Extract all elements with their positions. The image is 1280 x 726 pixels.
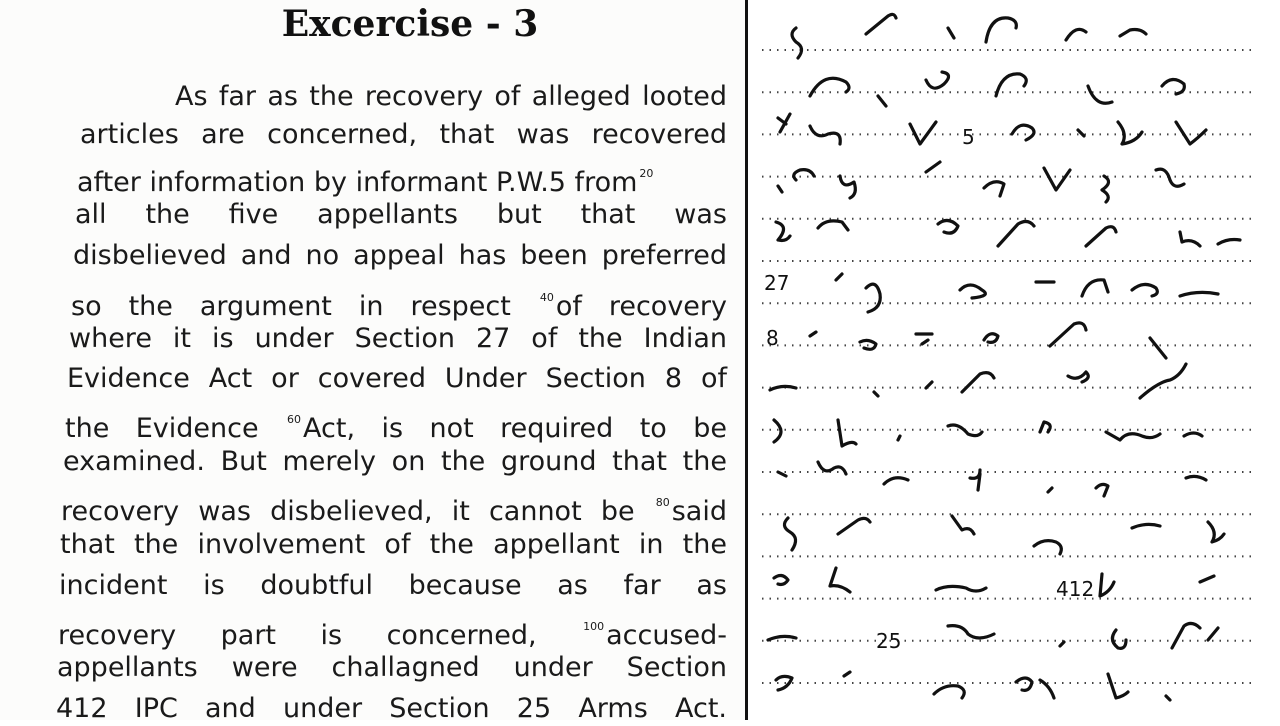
passage-text: the Evidence: [65, 413, 259, 444]
passage-text: incident is doubtful because as far as: [59, 570, 727, 601]
passage-text: appellants were challagned under Section: [57, 652, 727, 683]
passage-line: [67, 362, 727, 396]
passage-text: accused-: [606, 620, 727, 651]
passage-text: where it is under Section 27 of the Indian: [69, 323, 727, 354]
passage-text: after information by informant P.W.5 from: [77, 167, 638, 198]
passage-text: so the argument in respect: [71, 291, 511, 322]
passage-line: [57, 651, 727, 685]
passage-line: [75, 198, 727, 232]
word-count-marker: 20: [639, 167, 654, 180]
shorthand-outlines: [748, 0, 1280, 720]
passage-line: [71, 281, 727, 324]
passage-text: said: [671, 496, 727, 527]
passage-line: [77, 157, 655, 200]
word-count-marker: 100: [583, 620, 605, 633]
number-8: 8: [766, 326, 779, 350]
passage-text: articles are concerned, that was recovered: [80, 119, 727, 150]
number-25: 25: [876, 629, 902, 653]
word-count-marker: 40: [539, 291, 554, 304]
shorthand-numbers: [764, 125, 1094, 653]
passage-text: all the five appellants but that was: [75, 199, 727, 230]
passage-line: [73, 239, 727, 273]
passage-line: [61, 486, 727, 529]
word-count-marker: 80: [655, 496, 670, 509]
passage-line: [63, 445, 727, 479]
passage-text: that the involvement of the appellant in the: [60, 529, 727, 560]
passage-text: recovery part is concerned,: [58, 620, 537, 651]
word-count-marker: 60: [287, 413, 302, 426]
dotted-ruled-lines: [762, 50, 1256, 683]
passage-line: [65, 403, 727, 446]
passage-text: of recovery: [555, 291, 727, 322]
passage-line: [80, 118, 727, 152]
passage-text: disbelieved and no appeal has been preferred: [73, 240, 727, 271]
passage-text: recovery was disbelieved, it cannot be: [61, 496, 635, 527]
passage-line: [56, 692, 727, 726]
passage-text: Act, is not required to be: [303, 413, 727, 444]
passage-line: [175, 80, 727, 114]
passage-line: [58, 610, 727, 653]
passage-text: 412 IPC and under Section 25 Arms Act.: [56, 693, 727, 724]
page-title: Excercise - 3: [281, 3, 539, 45]
number-5: 5: [962, 125, 975, 149]
shorthand-page: [748, 0, 1280, 720]
number-412: 412: [1056, 577, 1095, 601]
number-27: 27: [764, 271, 790, 295]
passage-line: [60, 528, 727, 562]
passage-text: Evidence Act or covered Under Section 8 of: [67, 363, 727, 394]
passage-line: [59, 569, 727, 603]
passage-text: examined. But merely on the ground that the: [63, 446, 727, 477]
handwritten-shorthand-strokes: [768, 14, 1240, 700]
passage-line: [69, 322, 727, 356]
passage-text: As far as the recovery of alleged looted: [175, 81, 727, 112]
